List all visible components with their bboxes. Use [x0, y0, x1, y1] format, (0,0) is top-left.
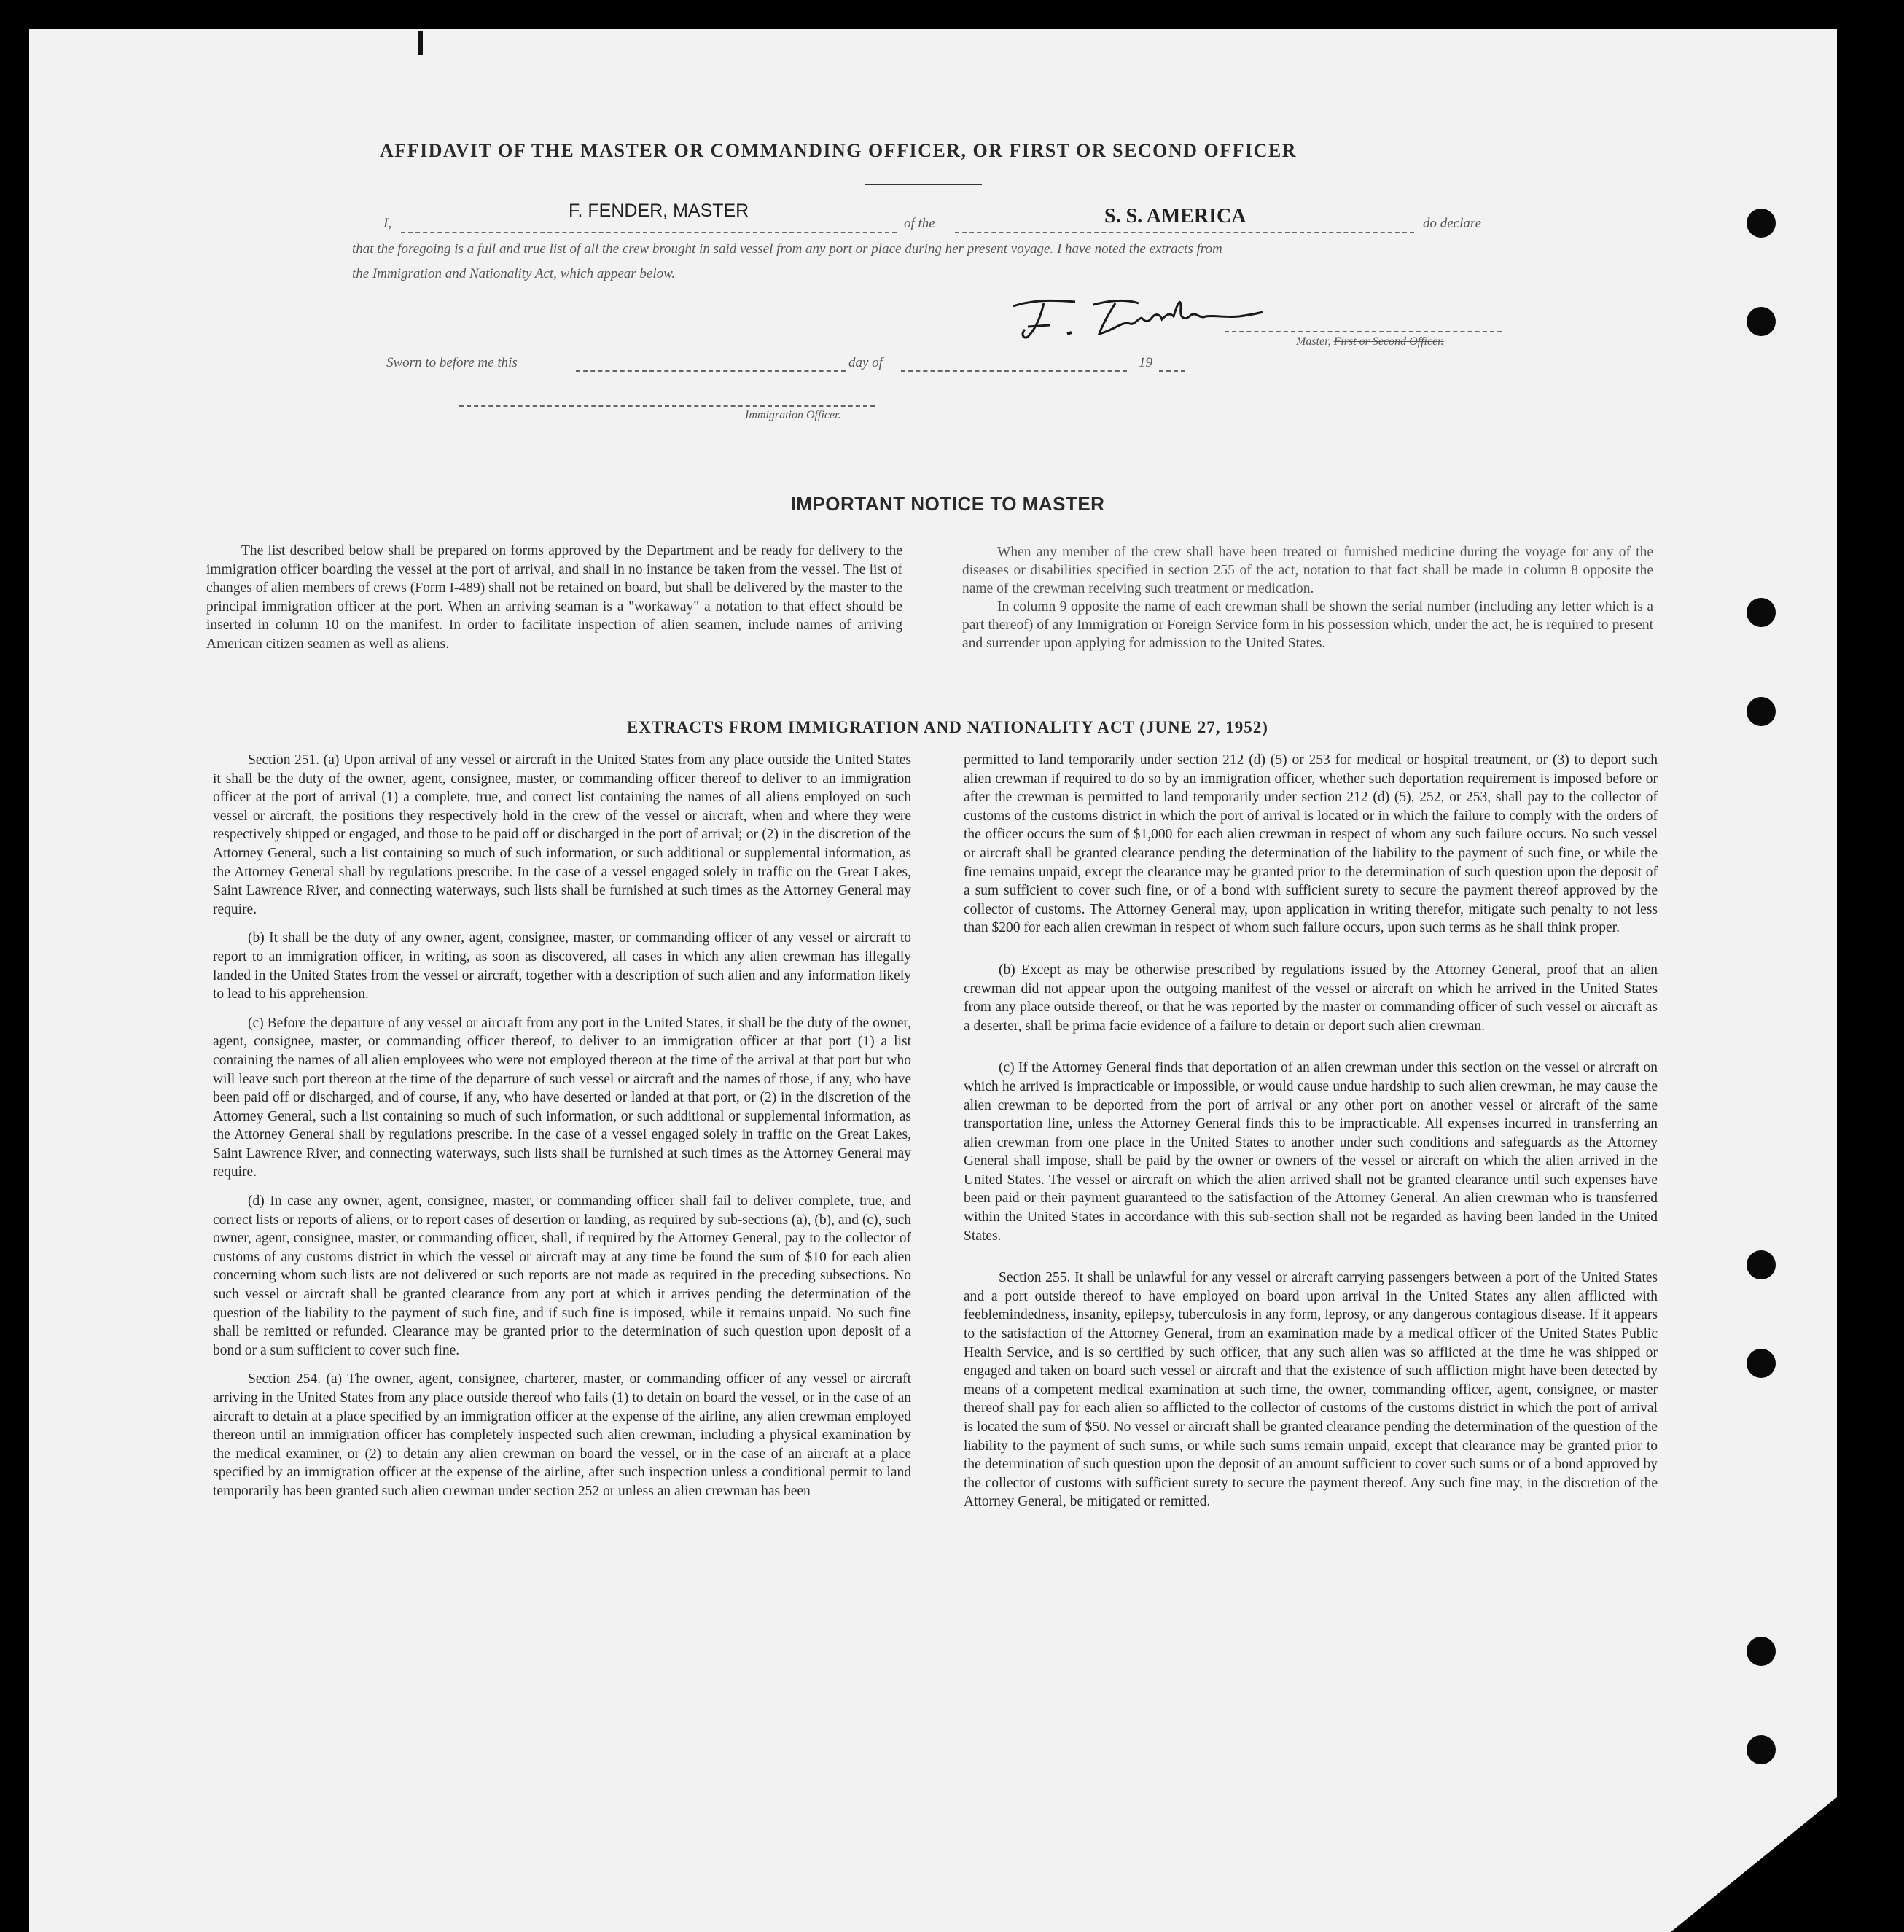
- punch-hole: [1747, 307, 1776, 336]
- name-field-line: [401, 232, 897, 233]
- sworn-month-line[interactable]: [901, 370, 1127, 372]
- scan-mark: [418, 31, 423, 55]
- notice-left-paragraph: The list described below shall be prepared on forms approved by the Department and be ready for delivery to the immigration officer boarding the vessel at the port of arrival, and shall in no instance be taken from the vessel. The list of changes of alien members of crews (Form I-489) shall not be retained on board, but shall be delivered by the master to the principal immigration officer at the port. When an arriving seaman is a "workaway" a notation to that effect should be inserted in column 10 on the manifest. In order to facilitate inspection of alien seamen, include names of arriving American citizen seamen as well as aliens.: [206, 543, 902, 652]
- i-label: I,: [383, 216, 392, 231]
- punch-hole: [1747, 1250, 1776, 1279]
- vessel-field-line: [955, 232, 1414, 233]
- notice-left-column: [206, 542, 902, 654]
- page-corner-cut: [1671, 1797, 1837, 1932]
- name-field[interactable]: F. FENDER, MASTER: [569, 200, 749, 221]
- section-254-b: (b) Except as may be otherwise prescribed by regulations issued by the Attorney General, proof that an alien crewman did not appear upon the outgoing manifest of the vessel or aircraft on which he arrived in the United States from any place outside thereof, or that he was reported by the master or commanding officer of such vessel or aircraft as a deserter, shall be prima facie evidence of a failure to detain or deport such alien crewman.: [964, 962, 1658, 1034]
- punch-hole: [1747, 209, 1776, 238]
- statement-line-2: the Immigration and Nationality Act, which appear below.: [352, 266, 676, 281]
- caption-struck-officer: First or Second Officer.: [1333, 335, 1444, 348]
- section-251-c: (c) Before the departure of any vessel or aircraft from any port in the United States, it shall be the duty of the owner, agent, consignee, master, or commanding officer thereof, to deliver to an immigration officer at that port (1) a list containing the names of all alien employees who were not employed thereon at the time of the arrival at that port but who will leave such port thereon at the time of the departure of such vessel or aircraft and the names of those, if any, who have been paid off or discharged, and of course, if any, who have deserted or landed at that port, or (2) in the discretion of the Attorney General, such a list containing so much of such information, or such additional or supplemental information, as the Attorney General shall by regulations prescribe. In the case of a vessel engaged solely in traffic on the Great Lakes, Saint Lawrence River, and connecting waterways, such lists shall be furnished at such times as the Attorney General may require.: [213, 1015, 911, 1180]
- punch-hole: [1747, 598, 1776, 627]
- punch-hole: [1747, 1735, 1776, 1764]
- do-declare-label: do declare: [1423, 216, 1482, 231]
- signature-line: [1225, 331, 1502, 332]
- section-251-a: Section 251. (a) Upon arrival of any vessel or aircraft in the United States from any place outside the United States it shall be the duty of the owner, agent, consignee, master, or commanding officer thereof to deliver to an immigration officer at the port of arrival (1) a complete, true, and correct list containing the names of all aliens employed on such vessel or aircraft, the positions they respectively hold in the crew of the vessel or aircraft, when and where they were respectively shipped or engaged, and those to be paid off or discharged in the port of arrival; or (2) in the discretion of the Attorney General, such a list containing so much of such information, or such additional or supplemental information, as the Attorney General shall by regulations prescribe. In the case of a vessel engaged solely in traffic on the Great Lakes, Saint Lawrence River, and connecting waterways, such lists shall be furnished at such times as the Attorney General may require.: [213, 752, 911, 917]
- extracts-right-column: [964, 751, 1658, 1511]
- section-251-d: (d) In case any owner, agent, consignee, master, or commanding officer shall fail to deliver complete, true, and correct lists or reports of aliens, or to report cases of desertion or landing, as required by sub-sections (a), (b), and (c), such owner, agent, consignee, master, or commanding officer, shall, if required by the Attorney General, pay to the collector of customs of any customs district in which the vessel or aircraft may at any time be found the sum of $10 for each alien concerning whom such lists are not delivered or such reports are not made as required in the preceding subsections. No such vessel or aircraft shall be granted clearance from any port at which it arrives pending the determination of the question of the liability to the payment of such fine, and if such fine is imposed, while it remains unpaid. No such fine shall be remitted or refunded. Clearance may be granted prior to the determination of such question upon deposit of a bond or a sum sufficient to cover such fine.: [213, 1193, 911, 1358]
- year-label: 19: [1139, 355, 1152, 370]
- document-page-right-strip: [1671, 29, 1837, 1797]
- sworn-year-line[interactable]: [1159, 370, 1185, 372]
- statement-line-1: that the foregoing is a full and true list of all the crew brought in said vessel from any port or place during her present voyage. I have noted the extracts from: [352, 241, 1222, 257]
- section-251-b: (b) It shall be the duty of any owner, agent, consignee, master, or commanding officer of any vessel or aircraft to report to an immigration officer, in writing, as soon as discovered, all cases in which any alien crewman has illegally landed in the United States from the vessel or aircraft, together with a description of such alien and any information likely to lead to his apprehension.: [213, 930, 911, 1002]
- extracts-title: EXTRACTS FROM IMMIGRATION AND NATIONALITY ACT (JUNE 27, 1952): [627, 718, 1268, 736]
- section-254-a: Section 254. (a) The owner, agent, consignee, charterer, master, or commanding officer of any vessel or aircraft arriving in the United States from any place outside thereof who fails (1) to detain on board the vessel, or in the case of an aircraft to detain at a place specified by an immigration officer at the expense of the airline, any alien crewman employed thereon until an immigration officer has completely inspected such alien crewman, including a physical examination by the medical examiner, or (2) to detain any alien crewman on board the vessel, or in the case of an aircraft at a place specified by an immigration officer at the expense of the airline, after such inspection unless a conditional permit to land temporarily has been granted such alien crewman under section 252 or unless an alien crewman has been: [213, 1371, 911, 1499]
- section-254-c: (c) If the Attorney General finds that deportation of an alien crewman under this section on the vessel or aircraft on which he arrived is impracticable or impossible, or would cause undue hardship to such alien crewman, he may cause the alien crewman to be deported from the port of arrival or any other port on another vessel or aircraft of the same transportation line, unless the Attorney General finds this to be impracticable. All expenses incurred in transferring an alien crewman from one place in the United States to another under such conditions and safeguards as the Attorney General shall impose, shall be paid by the owner or owners of the vessel or aircraft on which the alien arrived in the United States. The vessel or aircraft on which the alien arrived shall not be granted clearance until such expenses have been paid or their payment guaranteed to the satisfaction of the Attorney General. An alien crewman who is transferred within the United States in accordance with this sub-section shall not be regarded as having been landed in the United States.: [964, 1060, 1658, 1244]
- sworn-label: Sworn to before me this: [386, 355, 518, 370]
- section-255: Section 255. It shall be unlawful for any vessel or aircraft carrying passengers between a port of the United States and a port outside thereof to have employed on board upon arrival in the United States any alien afflicted with feeblemindedness, insanity, epilepsy, tuberculosis in any form, leprosy, or any dangerous contagious disease. If it appears to the satisfaction of the Attorney General, from an examination made by a medical officer of the United States Public Health Service, and is so certified by such officer, that any such alien was so afflicted at the time he was shipped or engaged and taken on board such vessel or aircraft and that the existence of such affliction might have been detected by means of a competent medical examination at such time, the owner, commanding officer, agent, consignee, or master thereof shall pay for each alien so afflicted to the collector of customs of the customs district in which the port of arrival is located the sum of $50. No vessel or aircraft shall be granted clearance pending the determination of the question of the liability to the payment of such sums, or while such sums remain unpaid, except that clearance may be granted prior to the determination of such question upon the deposit of an amount sufficient to cover such sums or of a bond approved by the collector of customs with sufficient surety to secure the payment thereof. Any such fine may, in the discretion of the Attorney General, be mitigated or remitted.: [964, 1270, 1658, 1510]
- vessel-field[interactable]: S. S. AMERICA: [1104, 205, 1246, 227]
- notice-right-column: [962, 543, 1653, 653]
- notice-right-paragraph-2: In column 9 opposite the name of each crewman shall be shown the serial number (including any letter which is a part thereof) of any Immigration or Foreign Service form in his possession which, under the act, he is required to present and surrender upon applying for admission to the United States.: [962, 599, 1653, 651]
- day-of-label: day of: [848, 355, 883, 370]
- notice-right-paragraph-1: When any member of the crew shall have been treated or furnished medicine during the voyage for any of the diseases or disabilities specified in section 255 of the act, notation to that fact shall be made in column 8 opposite the name of the crewman receiving such treatment or medication.: [962, 545, 1653, 596]
- officer-caption: Immigration Officer.: [745, 409, 841, 421]
- of-the-label: of the: [904, 216, 935, 231]
- notice-title: IMPORTANT NOTICE TO MASTER: [790, 493, 1105, 515]
- caption-master: Master,: [1296, 335, 1331, 348]
- punch-hole: [1747, 697, 1776, 726]
- sworn-day-line[interactable]: [576, 370, 846, 372]
- section-254-a-continued: permitted to land temporarily under section 212 (d) (5) or 253 for medical or hospital treatment, or (3) to deport such alien crewman if required to do so by an immigration officer, whether such deportation requirement is imposed before or after the crewman is permitted to land temporarily under section 212 (d) (5), 252, or 253, shall pay to the collector of customs of the customs district in which the port of arrival is located or in which the failure to comply with the orders of the officer occurs the sum of $1,000 for each alien crewman in respect of whom any such failure occurs. No such vessel or aircraft shall be granted clearance pending the determination of the liability to the payment of such fine, or while the fine remains unpaid, except the clearance may be granted prior to the determination of such question upon the deposit of a sum sufficient to cover such fine, or of a bond with sufficient surety to secure the payment thereof approved by the collector of customs. The Attorney General may, upon application in writing therefor, mitigate such penalty to not less than $200 for each alien crewman in respect of whom such failure occurs, upon such terms as he shall think proper.: [964, 752, 1658, 936]
- punch-hole: [1747, 1349, 1776, 1378]
- punch-hole: [1747, 1637, 1776, 1666]
- signature-caption: [1296, 335, 1444, 348]
- signature-mark: [1006, 286, 1268, 344]
- affidavit-title: AFFIDAVIT OF THE MASTER OR COMMANDING OFFICER, OR FIRST OR SECOND OFFICER: [380, 140, 1297, 161]
- officer-signature-line[interactable]: [459, 405, 875, 407]
- title-rule: [865, 184, 982, 185]
- extracts-left-column: [213, 751, 911, 1501]
